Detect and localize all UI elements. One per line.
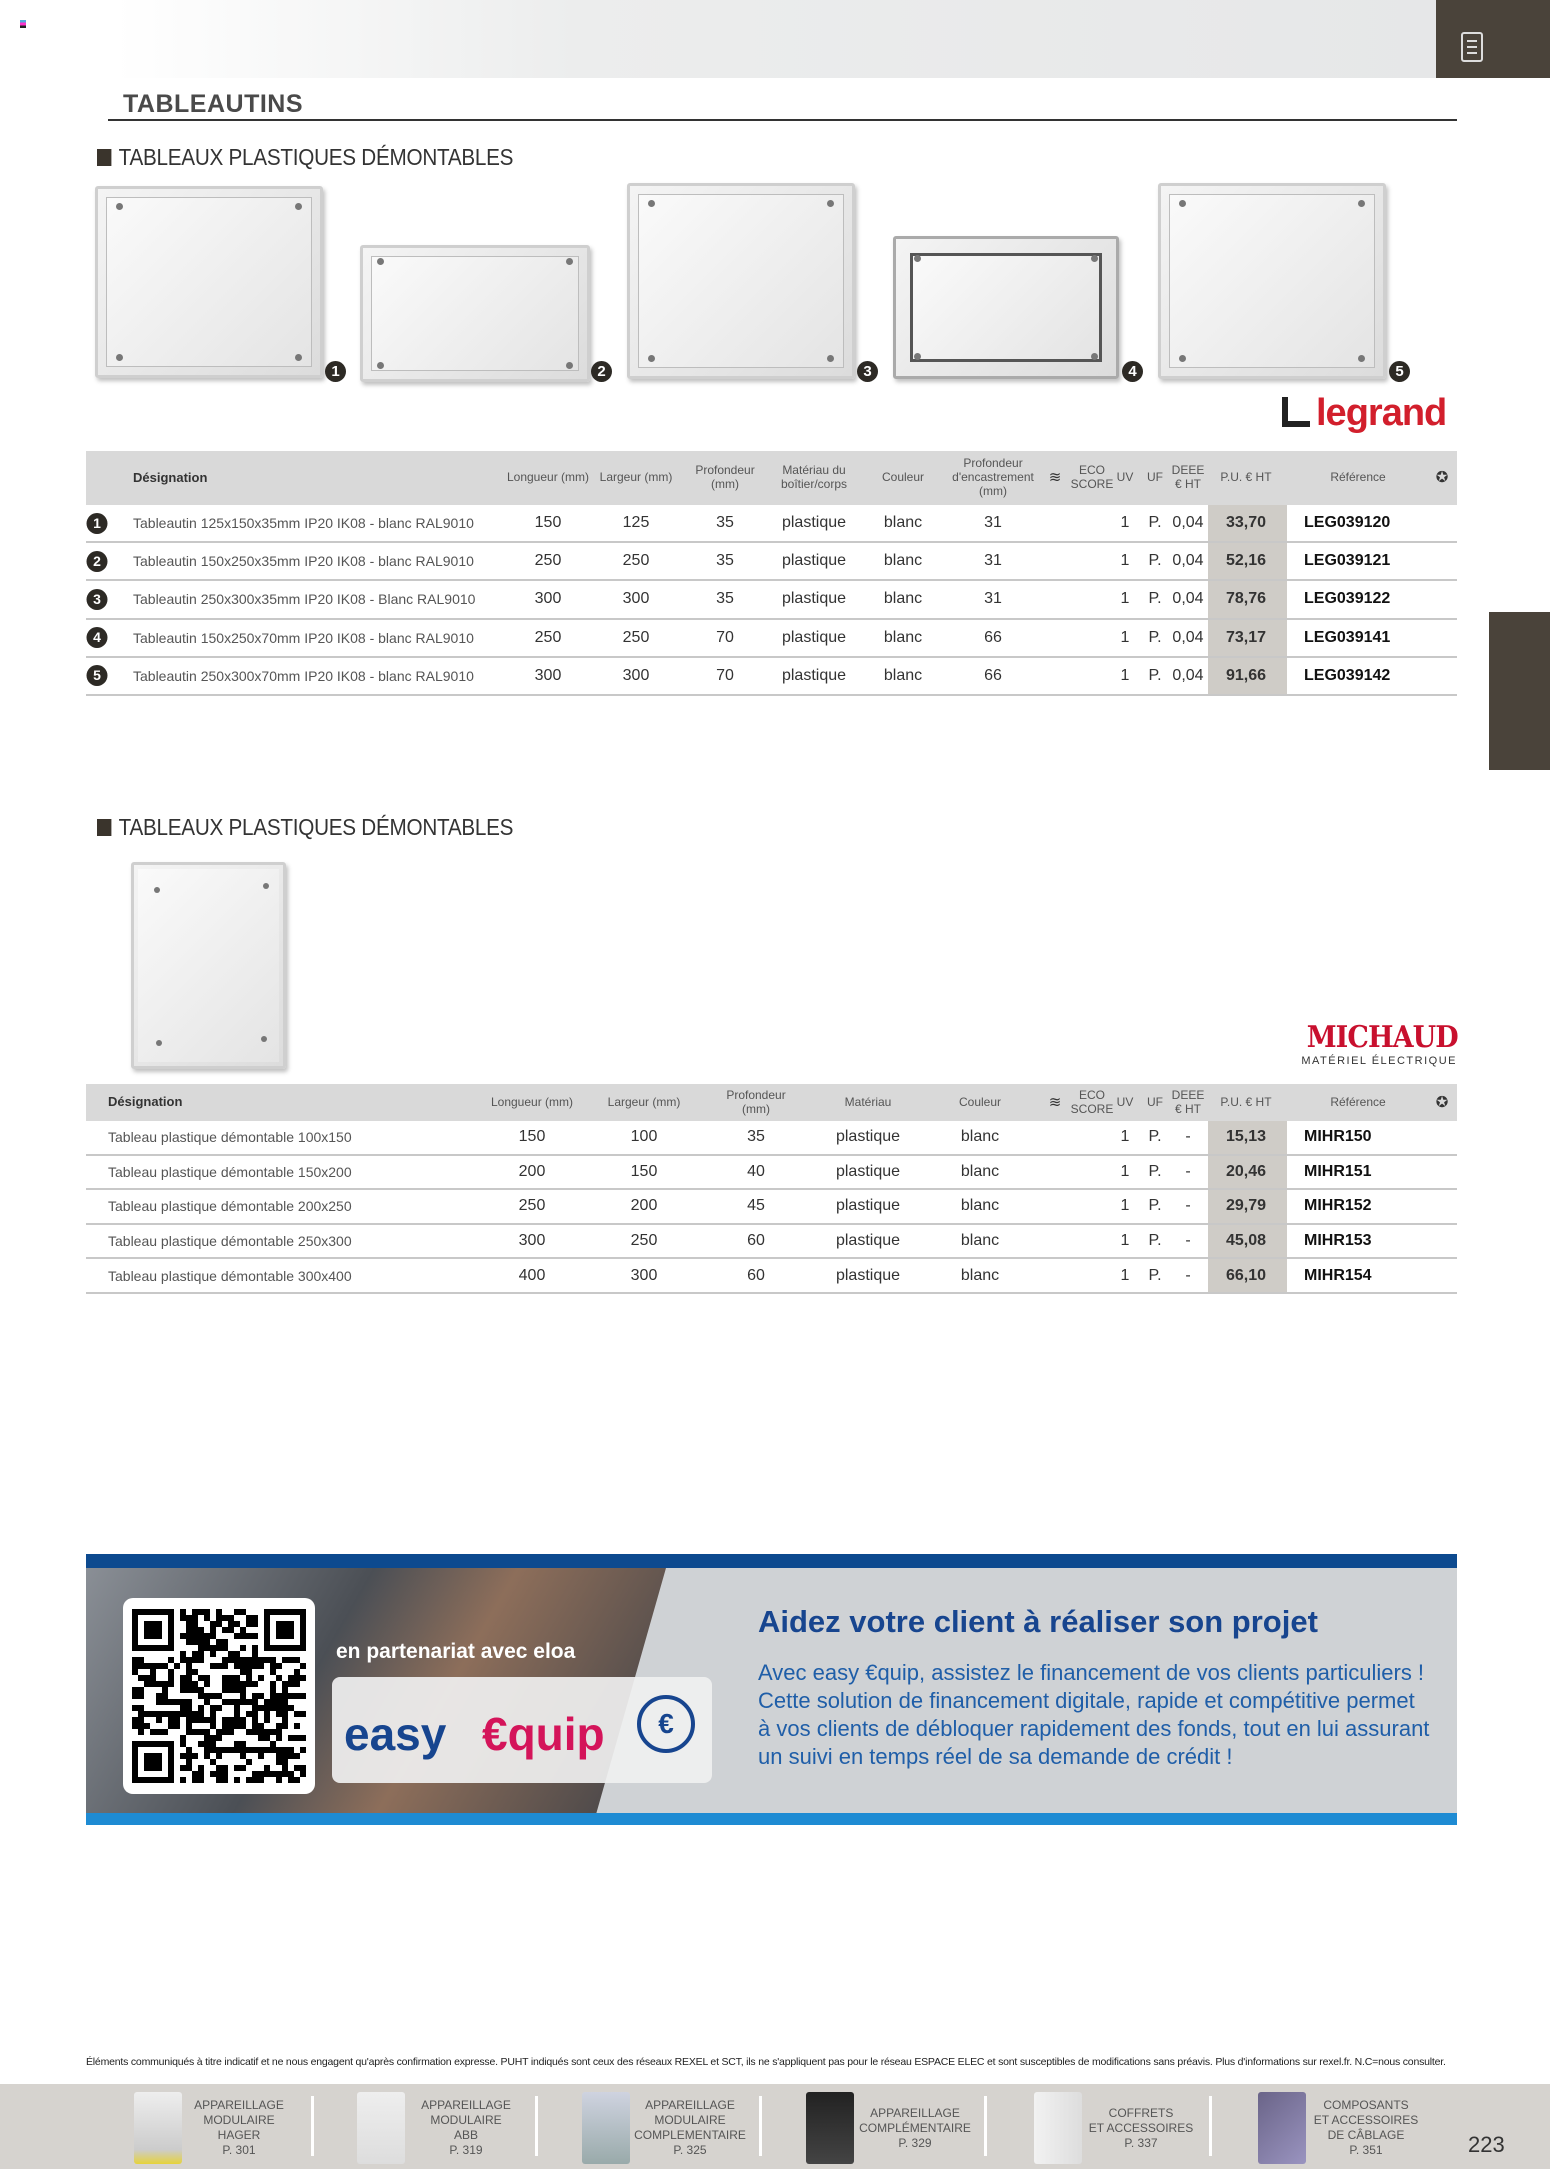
- materiau-cell: plastique: [835, 1128, 901, 1146]
- footer-nav: [0, 2084, 1550, 2169]
- row-number-badge: 4: [87, 627, 108, 648]
- uf-cell: P.: [1148, 1128, 1162, 1146]
- designation-cell: Tableau plastique démontable 100x150: [108, 1129, 352, 1146]
- column-header: Largeur (mm): [607, 1094, 681, 1109]
- couleur-cell: blanc: [883, 666, 923, 684]
- designation-cell: Tableautin 150x250x70mm IP20 IK08 - blanc RAL9010: [133, 629, 474, 646]
- footer-item-line: DE CÂBLAGE: [1327, 2128, 1405, 2142]
- ref-cell[interactable]: LEG039142: [1304, 666, 1391, 684]
- largeur-cell: 200: [630, 1197, 658, 1215]
- uv-cell: 1: [1120, 666, 1130, 684]
- footer-item-line: APPAREILLAGE: [645, 2098, 735, 2112]
- pu-cell: 73,17: [1225, 628, 1267, 646]
- banner-text: Avec easy €quip, assistez le financement de vos clients particuliers ! Cette solution de financement digitale, rapide et compétitive permet à vos clients de débloquer rapidement des fonds, tout en lui assurant un suivi en temps réel de sa demande de crédit !: [758, 1660, 1430, 1769]
- partner-text: en partenariat avec eloa: [336, 1640, 576, 1663]
- pu-cell: 15,13: [1225, 1128, 1267, 1146]
- page-title: TABLEAUTINS: [123, 90, 304, 118]
- uf-cell: P.: [1148, 1266, 1162, 1284]
- footer-item-line: APPAREILLAGE: [421, 2098, 511, 2112]
- section1-heading: [97, 144, 513, 171]
- longueur-cell: 150: [534, 514, 562, 532]
- product-image-4: [893, 236, 1119, 379]
- ref-cell[interactable]: MIHR153: [1304, 1232, 1372, 1250]
- deee-cell: -: [1185, 1197, 1191, 1215]
- profondeur-cell: 60: [747, 1266, 765, 1284]
- column-header: P.U. € HT: [1220, 470, 1272, 485]
- profondeur-cell: 35: [716, 514, 734, 532]
- uf-cell: P.: [1148, 666, 1162, 684]
- uf-cell: P.: [1148, 1232, 1162, 1250]
- table-header: [86, 451, 1457, 505]
- column-header: Largeur (mm): [599, 470, 673, 485]
- uf-cell: P.: [1148, 590, 1162, 608]
- pu-cell: 91,66: [1225, 666, 1267, 684]
- column-header: DEEE € HT: [1171, 463, 1205, 491]
- row-number-cell: [87, 543, 108, 579]
- square-bullet-icon: [97, 149, 111, 166]
- uf-cell: P.: [1148, 628, 1162, 646]
- column-header: ECO SCORE: [1070, 463, 1114, 491]
- pu-cell: 45,08: [1225, 1232, 1267, 1250]
- product-image-2: [360, 245, 590, 382]
- michaud-logo: MICHAUD MATÉRIEL ÉLECTRIQUE: [1301, 1020, 1458, 1067]
- deee-cell: 0,04: [1172, 666, 1204, 684]
- footer-separator: [759, 2096, 762, 2156]
- disclaimer: Éléments communiqués à titre indicatif et ne nous engagent qu'après confirmation expresse. PUHT indiqués sont ceux des réseaux REXEL et SCT, ils ne s'appliquent pas pour le réseau ESPACE ELEC et sont susceptibles de modifications sans préavis. Plus d'informations sur rexel.fr. N.C=nous consulter.: [86, 2056, 1446, 2068]
- uv-cell: 1: [1120, 1162, 1130, 1180]
- qr-code[interactable]: [123, 1598, 315, 1794]
- product-number-badge: 4: [1122, 361, 1143, 382]
- designation-cell: Tableautin 250x300x35mm IP20 IK08 - Blanc RAL9010: [133, 591, 476, 608]
- column-header: Désignation: [108, 1094, 183, 1110]
- enclosure-icon: [1461, 32, 1483, 62]
- longueur-cell: 300: [518, 1232, 546, 1250]
- uf-cell: P.: [1148, 1197, 1162, 1215]
- section1-heading-text: TABLEAUX PLASTIQUES DÉMONTABLES: [118, 144, 514, 170]
- pu-cell: 78,76: [1225, 590, 1267, 608]
- footer-item-line: P. 329: [898, 2136, 932, 2150]
- encastrement-cell: 66: [984, 666, 1002, 684]
- banner-top-bar: [86, 1554, 1457, 1568]
- longueur-cell: 250: [534, 628, 562, 646]
- column-header: UV: [1116, 1094, 1134, 1109]
- footer-item-line: HAGER: [217, 2128, 261, 2142]
- print-marks: [20, 20, 26, 28]
- table-row[interactable]: [86, 581, 1457, 619]
- table-row[interactable]: [86, 1259, 1457, 1294]
- row-number-cell: [87, 505, 108, 541]
- encastrement-cell: 66: [984, 628, 1002, 646]
- encastrement-cell: 31: [984, 514, 1002, 532]
- section2-heading: [97, 814, 513, 841]
- row-number-badge: 3: [87, 589, 108, 610]
- largeur-cell: 125: [622, 514, 650, 532]
- row-number-badge: 5: [87, 665, 108, 686]
- recycle-icon: ✪: [1435, 1093, 1449, 1111]
- longueur-cell: 150: [518, 1128, 546, 1146]
- header-band: [0, 0, 1436, 78]
- largeur-cell: 300: [630, 1266, 658, 1284]
- pu-cell: 20,46: [1225, 1162, 1267, 1180]
- deee-cell: 0,04: [1172, 552, 1204, 570]
- longueur-cell: 300: [534, 590, 562, 608]
- ref-cell[interactable]: MIHR152: [1304, 1197, 1372, 1215]
- largeur-cell: 250: [622, 628, 650, 646]
- page-number: 223: [1468, 2132, 1505, 2157]
- product-number-badge: 2: [591, 361, 612, 382]
- column-header: Désignation: [133, 469, 208, 485]
- materiau-cell: plastique: [781, 590, 847, 608]
- footer-item-line: MODULAIRE: [430, 2113, 502, 2127]
- footer-item-line: ET ACCESSOIRES: [1088, 2121, 1194, 2135]
- couleur-cell: blanc: [883, 590, 923, 608]
- column-header: Longueur (mm): [490, 1094, 574, 1109]
- couleur-cell: blanc: [960, 1128, 1000, 1146]
- encastrement-cell: 31: [984, 552, 1002, 570]
- designation-cell: Tableau plastique démontable 200x250: [108, 1198, 352, 1215]
- column-header: UF: [1147, 470, 1163, 485]
- footer-item-link[interactable]: [845, 2106, 985, 2151]
- materiau-cell: plastique: [835, 1266, 901, 1284]
- deee-cell: 0,04: [1172, 628, 1204, 646]
- column-header: Profondeur (mm): [695, 463, 755, 491]
- deee-cell: -: [1185, 1266, 1191, 1284]
- ref-cell[interactable]: MIHR151: [1304, 1162, 1372, 1180]
- wifi-icon: ≋: [1048, 1093, 1062, 1111]
- deee-cell: -: [1185, 1128, 1191, 1146]
- uf-cell: P.: [1148, 514, 1162, 532]
- designation-cell: Tableau plastique démontable 300x400: [108, 1267, 352, 1284]
- column-header: Profondeur (mm): [726, 1087, 786, 1116]
- table-row[interactable]: [86, 505, 1457, 543]
- product-image-michaud: [131, 862, 286, 1069]
- couleur-cell: blanc: [960, 1266, 1000, 1284]
- banner-bottom-bar: [86, 1813, 1457, 1825]
- column-header: UV: [1116, 470, 1134, 485]
- ref-cell[interactable]: MIHR150: [1304, 1128, 1372, 1146]
- designation-cell: Tableautin 250x300x70mm IP20 IK08 - blanc RAL9010: [133, 667, 474, 684]
- footer-item-line: P. 337: [1124, 2136, 1158, 2150]
- product-image-1: [95, 186, 323, 378]
- footer-item-line: COMPLÉMENTAIRE: [859, 2121, 971, 2135]
- profondeur-cell: 40: [747, 1162, 765, 1180]
- couleur-cell: blanc: [883, 552, 923, 570]
- designation-cell: Tableautin 150x250x35mm IP20 IK08 - blanc RAL9010: [133, 553, 474, 570]
- table-header: [86, 1084, 1457, 1121]
- uv-cell: 1: [1120, 590, 1130, 608]
- footer-separator: [535, 2096, 538, 2156]
- profondeur-cell: 70: [716, 628, 734, 646]
- title-divider: [108, 119, 1457, 121]
- table-row[interactable]: [86, 1156, 1457, 1191]
- row-number-cell: [87, 581, 108, 617]
- footer-item-line: ET ACCESSOIRES: [1313, 2113, 1419, 2127]
- table-row[interactable]: [86, 1121, 1457, 1156]
- materiau-cell: plastique: [781, 552, 847, 570]
- banner-heading: Aidez votre client à réaliser son projet: [758, 1604, 1318, 1639]
- profondeur-cell: 35: [716, 552, 734, 570]
- product-number-badge: 3: [857, 361, 878, 382]
- longueur-cell: 200: [518, 1162, 546, 1180]
- column-header: Couleur: [958, 1094, 1002, 1109]
- footer-separator: [1209, 2096, 1212, 2156]
- table-row[interactable]: [86, 620, 1457, 658]
- footer-item-line: P. 325: [673, 2143, 707, 2157]
- product-image-5: [1158, 183, 1386, 379]
- euro-coin-icon: €: [637, 1695, 695, 1753]
- footer-separator: [311, 2096, 314, 2156]
- materiau-cell: plastique: [835, 1162, 901, 1180]
- longueur-cell: 300: [534, 666, 562, 684]
- uf-cell: P.: [1148, 552, 1162, 570]
- column-header: Profondeur d'encastrement (mm): [952, 456, 1034, 498]
- footer-item-link[interactable]: [620, 2098, 760, 2158]
- pu-cell: 52,16: [1225, 552, 1267, 570]
- category-tab[interactable]: [1436, 0, 1550, 78]
- profondeur-cell: 70: [716, 666, 734, 684]
- footer-item-line: COMPOSANTS: [1323, 2098, 1409, 2112]
- easyequip-logo: easy €quip €: [332, 1677, 712, 1783]
- column-header: UF: [1147, 1094, 1163, 1109]
- profondeur-cell: 45: [747, 1197, 765, 1215]
- uv-cell: 1: [1120, 1128, 1130, 1146]
- column-header: Matériau du boîtier/corps: [780, 463, 848, 491]
- largeur-cell: 300: [622, 590, 650, 608]
- column-header: Longueur (mm): [506, 470, 590, 485]
- uv-cell: 1: [1120, 1232, 1130, 1250]
- couleur-cell: blanc: [883, 628, 923, 646]
- uv-cell: 1: [1120, 514, 1130, 532]
- footer-item-link[interactable]: [169, 2098, 309, 2158]
- footer-item-line: APPAREILLAGE: [194, 2098, 284, 2112]
- deee-cell: -: [1185, 1162, 1191, 1180]
- ref-cell[interactable]: LEG039121: [1304, 552, 1391, 570]
- materiau-cell: plastique: [781, 628, 847, 646]
- ref-cell[interactable]: LEG039141: [1304, 628, 1391, 646]
- column-header: Référence: [1330, 1094, 1386, 1109]
- footer-item-line: COMPLEMENTAIRE: [634, 2128, 746, 2142]
- column-header: P.U. € HT: [1220, 1094, 1272, 1109]
- product-number-badge: 5: [1389, 361, 1410, 382]
- square-bullet-icon: [97, 819, 111, 836]
- deee-cell: 0,04: [1172, 514, 1204, 532]
- row-number-badge: 1: [87, 513, 108, 534]
- designation-cell: Tableau plastique démontable 150x200: [108, 1163, 352, 1180]
- footer-item-line: COFFRETS: [1108, 2106, 1174, 2120]
- column-header: Matériau: [844, 1094, 892, 1109]
- product-image-3: [627, 183, 855, 379]
- footer-item-link[interactable]: [396, 2098, 536, 2158]
- table-row[interactable]: [86, 1225, 1457, 1260]
- profondeur-cell: 60: [747, 1232, 765, 1250]
- couleur-cell: blanc: [960, 1197, 1000, 1215]
- footer-item-link[interactable]: [1071, 2106, 1211, 2151]
- materiau-cell: plastique: [835, 1197, 901, 1215]
- deee-cell: 0,04: [1172, 590, 1204, 608]
- footer-item-line: ABB: [453, 2128, 478, 2142]
- row-number-cell: [87, 620, 108, 656]
- column-header: Couleur: [881, 470, 925, 485]
- materiau-cell: plastique: [781, 514, 847, 532]
- section2-heading-text: TABLEAUX PLASTIQUES DÉMONTABLES: [118, 814, 514, 840]
- wifi-icon: ≋: [1048, 469, 1062, 487]
- uv-cell: 1: [1120, 552, 1130, 570]
- couleur-cell: blanc: [883, 514, 923, 532]
- legrand-logo: legrand: [1282, 392, 1446, 435]
- footer-item-line: MODULAIRE: [203, 2113, 275, 2127]
- side-tab[interactable]: [1489, 612, 1550, 770]
- largeur-cell: 300: [622, 666, 650, 684]
- table-row[interactable]: [86, 658, 1457, 696]
- product-number-badge: 1: [325, 361, 346, 382]
- materiau-cell: plastique: [781, 666, 847, 684]
- designation-cell: Tableau plastique démontable 250x300: [108, 1233, 352, 1250]
- pu-cell: 29,79: [1225, 1197, 1267, 1215]
- easyequip-banner[interactable]: [86, 1554, 1457, 1825]
- uv-cell: 1: [1120, 1197, 1130, 1215]
- encastrement-cell: 31: [984, 590, 1002, 608]
- materiau-cell: plastique: [835, 1232, 901, 1250]
- footer-item-link[interactable]: [1296, 2098, 1436, 2158]
- longueur-cell: 400: [518, 1266, 546, 1284]
- largeur-cell: 250: [630, 1232, 658, 1250]
- recycle-icon: ✪: [1435, 469, 1449, 487]
- footer-item-line: APPAREILLAGE: [870, 2106, 960, 2120]
- longueur-cell: 250: [518, 1197, 546, 1215]
- footer-item-line: P. 301: [222, 2143, 256, 2157]
- row-number-badge: 2: [87, 551, 108, 572]
- column-header: Référence: [1330, 470, 1386, 485]
- footer-item-line: MODULAIRE: [654, 2113, 726, 2127]
- profondeur-cell: 35: [716, 590, 734, 608]
- deee-cell: -: [1185, 1232, 1191, 1250]
- largeur-cell: 250: [622, 552, 650, 570]
- table-row[interactable]: [86, 543, 1457, 581]
- ref-cell[interactable]: LEG039122: [1304, 590, 1391, 608]
- uf-cell: P.: [1148, 1162, 1162, 1180]
- designation-cell: Tableautin 125x150x35mm IP20 IK08 - blanc RAL9010: [133, 515, 474, 532]
- couleur-cell: blanc: [960, 1162, 1000, 1180]
- footer-item-line: P. 351: [1349, 2143, 1383, 2157]
- footer-separator: [984, 2096, 987, 2156]
- column-header: DEEE € HT: [1171, 1087, 1205, 1116]
- uv-cell: 1: [1120, 1266, 1130, 1284]
- uv-cell: 1: [1120, 628, 1130, 646]
- row-number-cell: [87, 658, 108, 694]
- largeur-cell: 150: [630, 1162, 658, 1180]
- profondeur-cell: 35: [747, 1128, 765, 1146]
- ref-cell[interactable]: MIHR154: [1304, 1266, 1372, 1284]
- table-row[interactable]: [86, 1190, 1457, 1225]
- column-header: ECO SCORE: [1070, 1087, 1114, 1116]
- largeur-cell: 100: [630, 1128, 658, 1146]
- pu-cell: 33,70: [1225, 514, 1267, 532]
- longueur-cell: 250: [534, 552, 562, 570]
- couleur-cell: blanc: [960, 1232, 1000, 1250]
- pu-cell: 66,10: [1225, 1266, 1267, 1284]
- ref-cell[interactable]: LEG039120: [1304, 514, 1391, 532]
- footer-item-line: P. 319: [449, 2143, 483, 2157]
